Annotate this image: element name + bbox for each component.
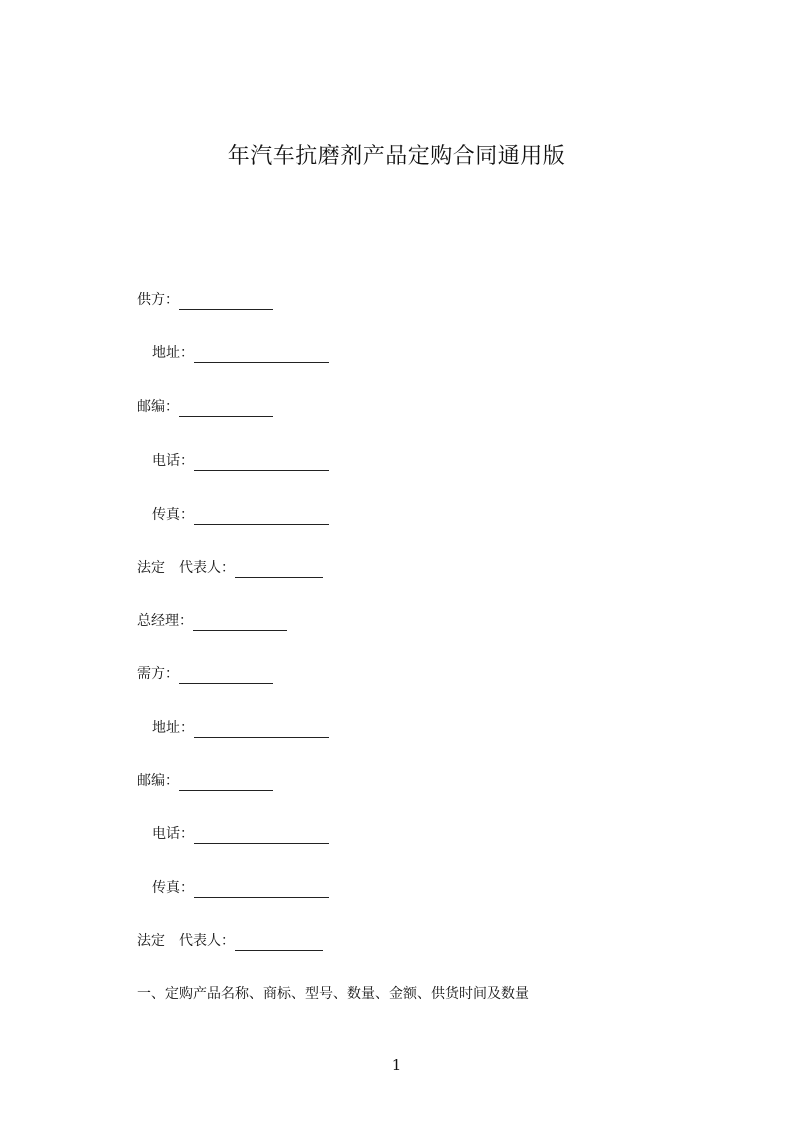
field-label: 总经理： — [137, 613, 193, 629]
buyer-postcode-field — [137, 771, 273, 791]
field-label: 法定 代表人： — [137, 560, 235, 576]
buyer-phone-field — [152, 824, 329, 844]
field-label: 需方： — [137, 666, 179, 682]
supplier-legal-rep-field — [137, 558, 323, 578]
page-number: 1 — [391, 1056, 402, 1074]
field-label: 电话： — [152, 826, 194, 842]
supplier-phone-field — [152, 451, 329, 471]
supplier-general-manager-field — [137, 611, 287, 631]
supplier-postcode-field — [137, 397, 273, 417]
blank-line — [194, 509, 329, 525]
supplier-name-field — [137, 290, 273, 310]
blank-line — [194, 722, 329, 738]
field-label: 地址： — [152, 345, 194, 361]
field-label: 邮编： — [137, 399, 179, 415]
field-label: 地址： — [152, 720, 194, 736]
blank-line — [235, 935, 323, 951]
blank-line — [179, 775, 273, 791]
field-label: 法定 代表人： — [137, 933, 235, 949]
document-title: 年汽车抗磨剂产品定购合同通用版 — [227, 144, 566, 169]
blank-line — [179, 294, 273, 310]
field-label: 电话： — [152, 453, 194, 469]
blank-line — [179, 668, 273, 684]
buyer-address-field — [152, 718, 329, 738]
buyer-legal-rep-field — [137, 931, 323, 951]
supplier-address-field — [152, 343, 329, 363]
blank-line — [194, 828, 329, 844]
section-heading: 一、定购产品名称、商标、型号、数量、金额、供货时间及数量 — [137, 986, 529, 1002]
blank-line — [194, 455, 329, 471]
buyer-fax-field — [152, 878, 329, 898]
blank-line — [235, 562, 323, 578]
blank-line — [193, 615, 287, 631]
blank-line — [179, 401, 273, 417]
blank-line — [194, 882, 329, 898]
field-label: 传真： — [152, 880, 194, 896]
field-label: 供方： — [137, 292, 179, 308]
blank-line — [194, 347, 329, 363]
field-label: 邮编： — [137, 773, 179, 789]
buyer-name-field — [137, 664, 273, 684]
supplier-fax-field — [152, 505, 329, 525]
field-label: 传真： — [152, 507, 194, 523]
